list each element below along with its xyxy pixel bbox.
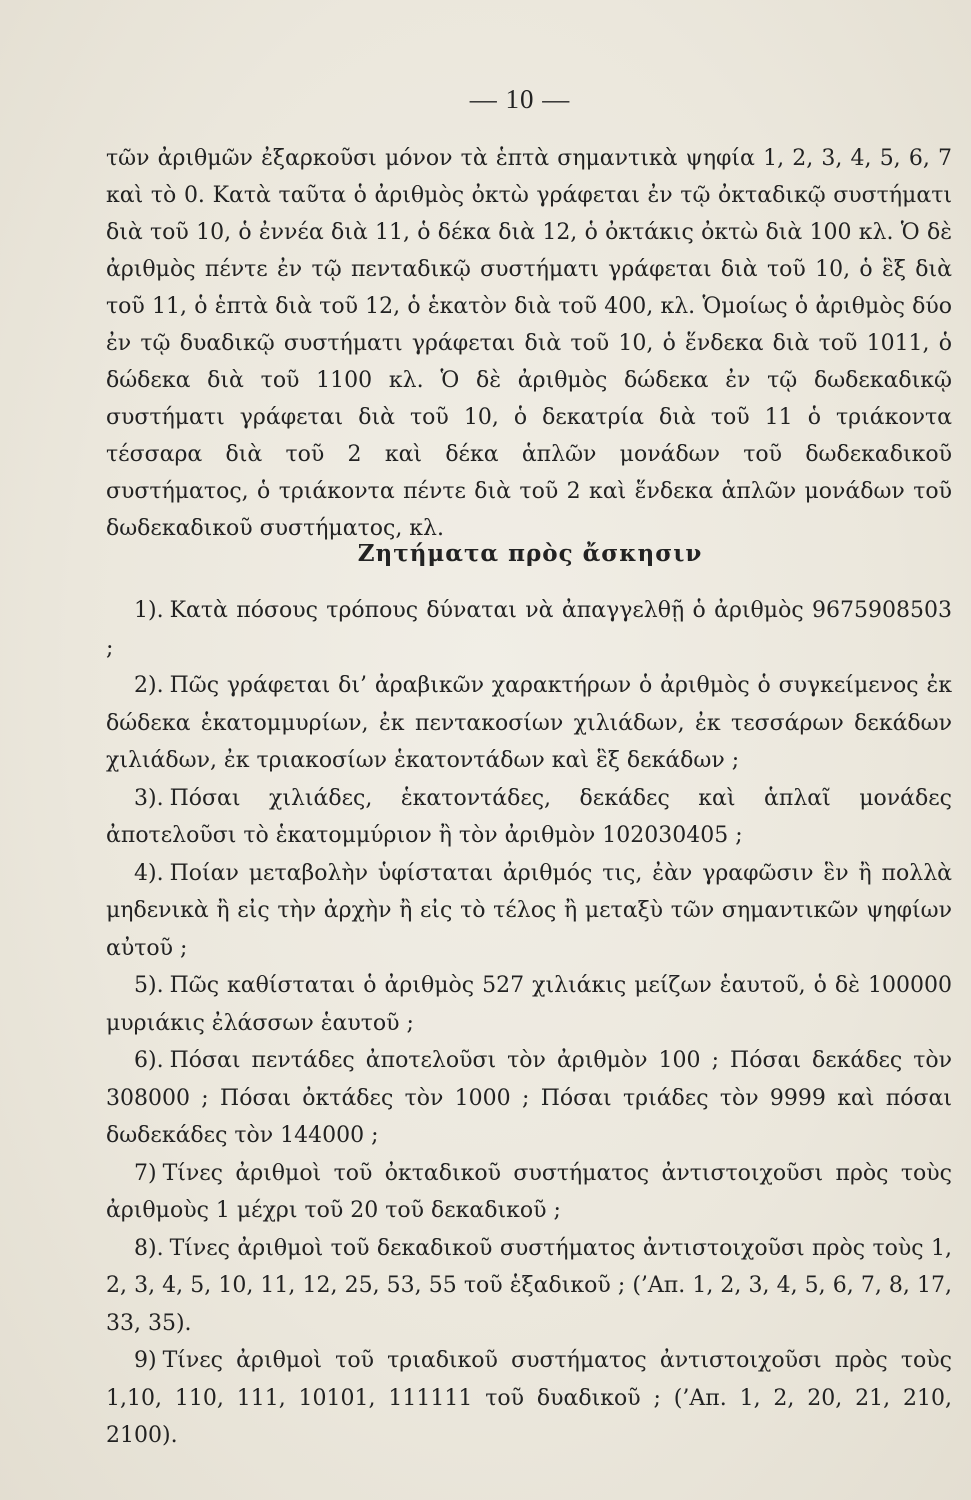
exercise-item bbox=[106, 780, 952, 855]
exercise-item bbox=[106, 855, 952, 968]
exercise-text: Πῶς γράφεται δι’ ἀραβικῶν χαρακτήρων ὁ ἀριθμὸς ὁ συγκείμενος ἐκ δώδεκα ἑκατομμυρίων, ἐκ πεντακοσίων χιλιάδων, ἐκ τεσσάρων δεκάδων χιλιάδων, ἐκ τριακοσίων ἑκατοντάδων καὶ ἓξ δεκάδων ; bbox=[106, 673, 952, 773]
exercise-item bbox=[106, 1042, 952, 1155]
exercise-list bbox=[106, 592, 952, 1455]
exercise-text: Ποίαν μεταβολὴν ὑφίσταται ἀριθμός τις, ἐὰν γραφῶσιν ἓν ἢ πολλὰ μηδενικὰ ἢ εἰς τὴν ἀρχὴν ἢ εἰς τὸ τέλος ἢ μεταξὺ τῶν σημαντικῶν ψηφίων αὐτοῦ ; bbox=[106, 860, 952, 961]
body-paragraph: τῶν ἀριθμῶν ἐξαρκοῦσι μόνον τὰ ἑπτὰ σημαντικὰ ψηφία 1, 2, 3, 4, 5, 6, 7 καὶ τὸ 0. Κατὰ ταῦτα ὁ ἀριθμὸς ὀκτὼ γράφεται ἐν τῷ ὀκταδικῷ συστήματι διὰ τοῦ 10, ὁ ἐννέα διὰ 11, ὁ δέκα διὰ 12, ὁ ὀκτάκις ὀκτὼ διὰ 100 κλ. Ὁ δὲ ἀριθμὸς πέντε ἐν τῷ πενταδικῷ συστήματι γράφεται διὰ τοῦ 10, ὁ ἓξ διὰ τοῦ 11, ὁ ἑπτὰ διὰ τοῦ 12, ὁ ἑκατὸν διὰ τοῦ 400, κλ. Ὁμοίως ὁ ἀριθμὸς δύο ἐν τῷ δυαδικῷ συστήματι γράφεται διὰ τοῦ 10, ὁ ἕνδεκα διὰ τοῦ 1011, ὁ δώδεκα διὰ τοῦ 1100 κλ. Ὁ δὲ ἀριθμὸς δώδεκα ἐν τῷ δωδεκαδικῷ συστήματι γράφεται διὰ τοῦ 10, ὁ δεκατρία διὰ τοῦ 11 ὁ τριάκοντα τέσσαρα διὰ τοῦ 2 καὶ δέκα ἁπλῶν μονάδων τοῦ δωδεκαδικοῦ συστήματος, ὁ τριάκοντα πέντε διὰ τοῦ 2 καὶ ἕνδεκα ἁπλῶν μονάδων τοῦ δωδεκαδικοῦ συστήματος, κλ. bbox=[106, 146, 952, 541]
exercise-number: 1). bbox=[134, 598, 164, 623]
exercise-number: 4). bbox=[134, 860, 164, 886]
exercise-item bbox=[106, 1230, 952, 1343]
exercise-number: 6). bbox=[134, 1048, 164, 1073]
exercise-text: Τίνες ἀριθμοὶ τοῦ τριαδικοῦ συστήματος ἀντιστοιχοῦσι πρὸς τοὺς 1,10, 110, 111, 10101, 111111 τοῦ δυαδικοῦ ; (’Απ. 1, 2, 20, 21, 210, 2100). bbox=[106, 1348, 952, 1448]
exercise-text: Πόσαι χιλιάδες, ἑκατοντάδες, δεκάδες καὶ ἁπλαῖ μονάδες ἀποτελοῦσι τὸ ἑκατομμύριον ἢ τὸν ἀριθμὸν 102030405 ; bbox=[106, 785, 952, 848]
exercise-number: 9) bbox=[134, 1348, 157, 1373]
exercise-text: Τίνες ἀριθμοὶ τοῦ δεκαδικοῦ συστήματος ἀντιστοιχοῦσι πρὸς τοὺς 1, 2, 3, 4, 5, 10, 11, 12, 25, 53, 55 τοῦ ἑξαδικοῦ ; (’Απ. 1, 2, 3, 4, 5, 6, 7, 8, 17, 33, 35). bbox=[106, 1235, 952, 1336]
exercise-number: 2). bbox=[134, 673, 164, 698]
exercise-number: 3). bbox=[134, 785, 164, 811]
exercise-item bbox=[106, 1155, 952, 1230]
page-number: — 10 — bbox=[469, 84, 571, 114]
exercise-number: 7) bbox=[134, 1160, 157, 1186]
exercise-item bbox=[106, 667, 952, 780]
exercise-text: Κατὰ πόσους τρόπους δύναται νὰ ἀπαγγελθῇ ὁ ἀριθμὸς 9675908503 ; bbox=[106, 598, 952, 661]
exercise-item bbox=[106, 967, 952, 1042]
exercise-text: Πῶς καθίσταται ὁ ἀριθμὸς 527 χιλιάκις μείζων ἑαυτοῦ, ὁ δὲ 100000 μυριάκις ἐλάσσων ἑαυτοῦ ; bbox=[106, 973, 952, 1036]
section-heading: Ζητήματα πρὸς ἄσκησιν bbox=[357, 540, 703, 567]
exercise-text: Τίνες ἀριθμοὶ τοῦ ὀκταδικοῦ συστήματος ἀντιστοιχοῦσι πρὸς τοὺς ἀριθμοὺς 1 μέχρι τοῦ 20 τοῦ δεκαδικοῦ ; bbox=[106, 1160, 952, 1223]
body-paragraph-block bbox=[106, 140, 952, 547]
exercise-number: 8). bbox=[134, 1235, 164, 1261]
exercise-item bbox=[106, 592, 952, 667]
exercise-item bbox=[106, 1342, 952, 1455]
exercise-number: 5). bbox=[134, 973, 164, 998]
exercise-text: Πόσαι πεντάδες ἀποτελοῦσι τὸν ἀριθμὸν 100 ; Πόσαι δεκάδες τὸν 308000 ; Πόσαι ὀκτάδες τὸν 1000 ; Πόσαι τριάδες τὸν 9999 καὶ πόσαι δωδεκάδες τὸν 144000 ; bbox=[106, 1048, 952, 1148]
